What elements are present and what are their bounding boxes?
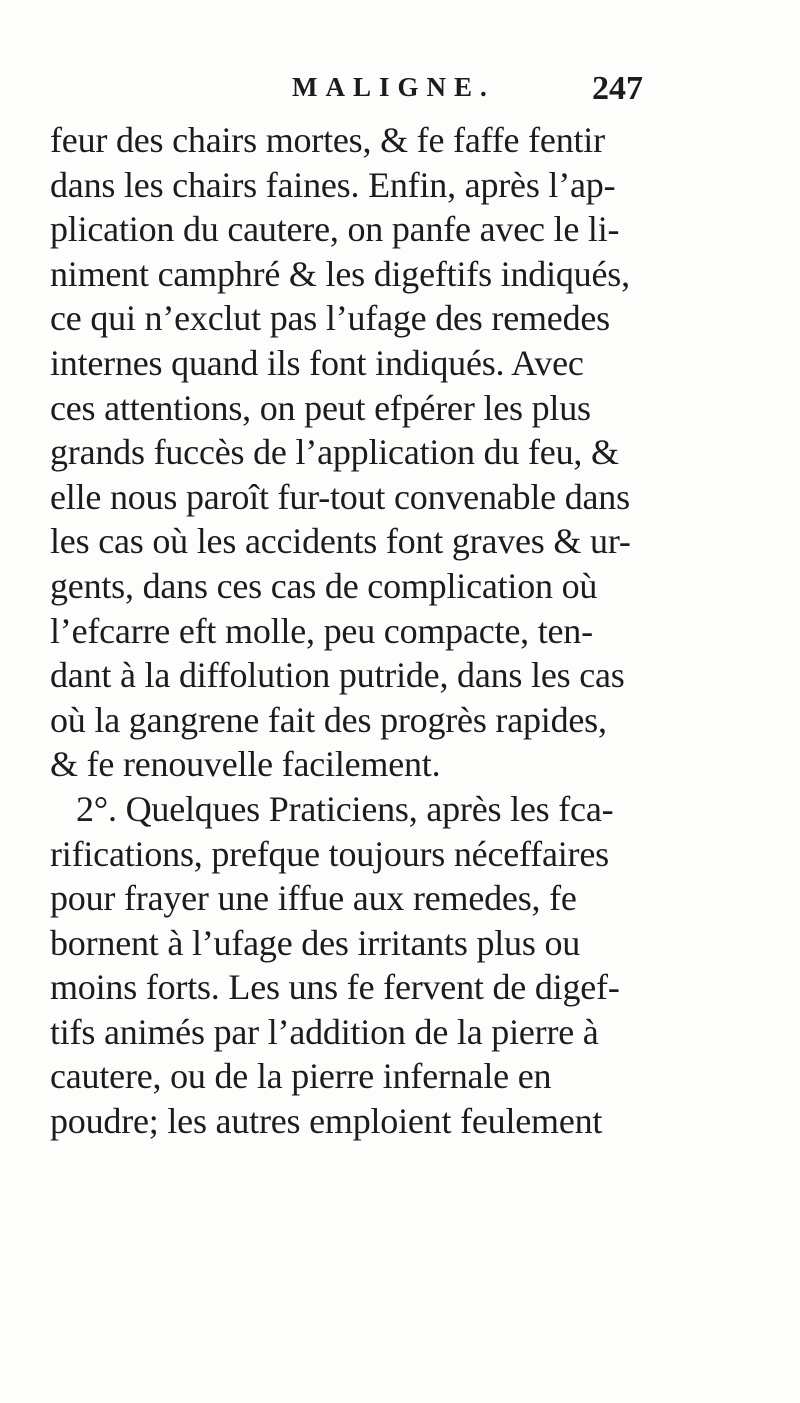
text-line: ce qui n’exclut pas l’ufage des remedes xyxy=(50,298,610,339)
text-line: les cas où les accidents font graves & ur- xyxy=(50,521,631,562)
text-line: rifications, prefque toujours néceffaires xyxy=(50,833,609,874)
running-title: MALIGNE. xyxy=(292,72,495,102)
text-line: pour frayer une iffue aux remedes, fe xyxy=(50,878,577,919)
text-line: moins forts. Les uns fe fervent de digef- xyxy=(50,967,620,1008)
text-line: internes quand ils font indiqués. Avec xyxy=(50,342,584,383)
text-line: dant à la diffolution putride, dans les cas xyxy=(50,655,625,696)
running-head xyxy=(292,66,692,112)
text-line: bornent à l’ufage des irritants plus ou xyxy=(50,922,581,963)
text-line: dans les chairs faines. Enfin, après l’ap- xyxy=(50,164,616,205)
text-line: l’efcarre eft molle, peu compacte, ten- xyxy=(50,610,593,651)
text-line: où la gangrene fait des progrès rapides, xyxy=(50,699,607,740)
text-line: plication du cautere, on panfe avec le li- xyxy=(50,209,620,250)
text-line: gents, dans ces cas de complication où xyxy=(50,565,598,606)
text-line: tifs animés par l’addition de la pierre à xyxy=(50,1011,599,1052)
text-line: feur des chairs mortes, & fe faffe fentir xyxy=(50,120,605,160)
paragraph-start-line: 2°. Quelques Praticiens, après les fca- xyxy=(76,788,614,829)
text-line: grands fuccès de l’application du feu, & xyxy=(50,432,619,473)
page-number: 247 xyxy=(592,70,643,107)
text-line: cautere, ou de la pierre infernale en xyxy=(50,1056,552,1097)
body-text xyxy=(50,118,790,1144)
text-line: niment camphré & les digeftifs indiqués, xyxy=(50,253,630,294)
text-line: elle nous paroît fur-tout convenable dans xyxy=(50,476,630,517)
text-line: poudre; les autres emploient feulement xyxy=(50,1101,603,1142)
text-line: ces attentions, on peut efpérer les plus xyxy=(50,387,591,428)
text-line: & fe renouvelle facilement. xyxy=(50,744,441,785)
